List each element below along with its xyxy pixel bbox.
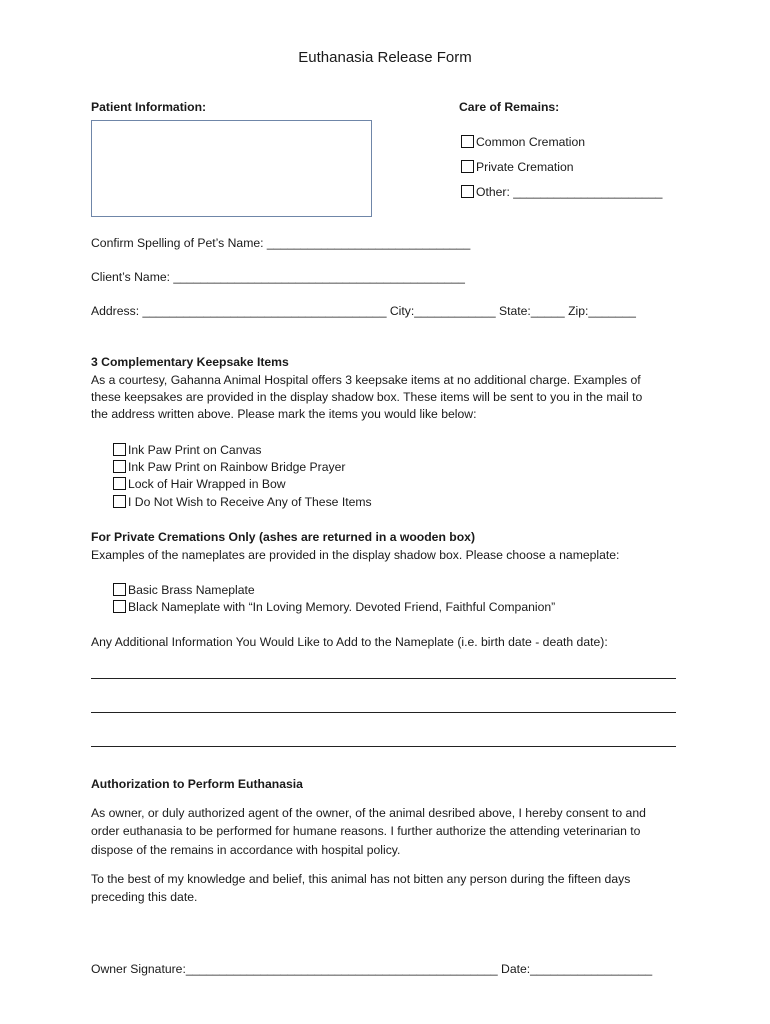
authorization-text-line: As owner, or duly authorized agent of the owner, of the animal desribed above, I hereby consent to and — [91, 806, 646, 820]
patient-information-label: Patient Information: — [91, 100, 207, 114]
pet-name-field[interactable]: Confirm Spelling of Pet’s Name: ______________________________ — [91, 236, 471, 250]
additional-info-line[interactable] — [91, 746, 676, 747]
keepsake-option[interactable] — [113, 476, 286, 492]
keepsake-option-label: Ink Paw Print on Canvas — [128, 443, 262, 457]
checkbox[interactable] — [461, 160, 474, 173]
checkbox[interactable] — [461, 135, 474, 148]
additional-info-line[interactable] — [91, 712, 676, 713]
care-of-remains-label: Care of Remains: — [459, 100, 560, 114]
care-option-other[interactable] — [461, 184, 662, 200]
keepsake-text-line: the address written above. Please mark the items you would like below: — [91, 407, 477, 421]
care-option-label: Other: ______________________ — [476, 185, 663, 199]
authorization-heading: Authorization to Perform Euthanasia — [91, 777, 303, 791]
care-option-common-cremation[interactable] — [461, 134, 585, 150]
authorization-text-line: dispose of the remains in accordance with hospital policy. — [91, 843, 401, 857]
keepsake-option[interactable] — [113, 494, 372, 510]
keepsake-option[interactable] — [113, 442, 261, 458]
checkbox[interactable] — [113, 495, 126, 508]
private-cremation-text: Examples of the nameplates are provided in the display shadow box. Please choose a nameplate: — [91, 548, 620, 562]
nameplate-option-label: Black Nameplate with “In Loving Memory. Devoted Friend, Faithful Companion” — [128, 600, 556, 614]
nameplate-option[interactable] — [113, 582, 255, 598]
authorization-text-line: preceding this date. — [91, 890, 198, 904]
keepsake-option-label: Lock of Hair Wrapped in Bow — [128, 477, 286, 491]
address-field[interactable]: Address: ____________________________________ City:____________ State:_____ Zip:_______ — [91, 304, 636, 318]
care-option-label: Common Cremation — [476, 135, 586, 149]
care-option-private-cremation[interactable] — [461, 159, 574, 175]
additional-info-line[interactable] — [91, 678, 676, 679]
authorization-text-line: order euthanasia to be performed for humane reasons. I further authorize the attending veterinarian to — [91, 824, 641, 838]
patient-information-field[interactable] — [91, 120, 372, 217]
authorization-text-line: To the best of my knowledge and belief, this animal has not bitten any person during the fifteen days — [91, 872, 631, 886]
checkbox[interactable] — [113, 477, 126, 490]
keepsake-option-label: Ink Paw Print on Rainbow Bridge Prayer — [128, 460, 346, 474]
private-cremation-heading: For Private Cremations Only (ashes are returned in a wooden box) — [91, 530, 476, 544]
keepsake-option-label: I Do Not Wish to Receive Any of These Items — [128, 495, 372, 509]
nameplate-option[interactable] — [113, 599, 555, 615]
keepsake-text-line: As a courtesy, Gahanna Animal Hospital offers 3 keepsake items at no additional charge. Examples of — [91, 373, 641, 387]
checkbox[interactable] — [113, 600, 126, 613]
owner-signature-field[interactable]: Owner Signature:______________________________________________ Date:__________________ — [91, 962, 653, 976]
keepsake-option[interactable] — [113, 459, 345, 475]
page-title: Euthanasia Release Form — [298, 49, 472, 66]
checkbox[interactable] — [113, 443, 126, 456]
additional-info-label: Any Additional Information You Would Like to Add to the Nameplate (i.e. birth date - death date): — [91, 635, 608, 649]
checkbox[interactable] — [461, 185, 474, 198]
checkbox[interactable] — [113, 460, 126, 473]
keepsake-heading: 3 Complementary Keepsake Items — [91, 355, 289, 369]
nameplate-option-label: Basic Brass Nameplate — [128, 583, 255, 597]
care-option-label: Private Cremation — [476, 160, 574, 174]
client-name-field[interactable]: Client’s Name: ___________________________________________ — [91, 270, 465, 284]
checkbox[interactable] — [113, 583, 126, 596]
keepsake-text-line: these keepsakes are provided in the display shadow box. These items will be sent to you in the mail to — [91, 390, 643, 404]
